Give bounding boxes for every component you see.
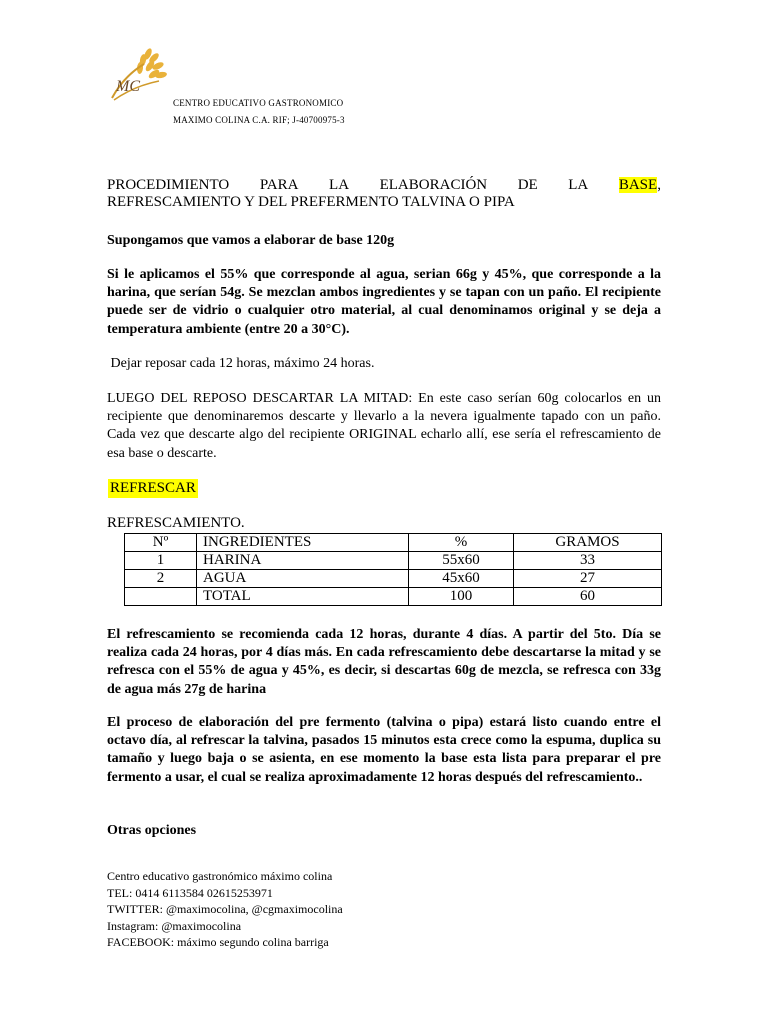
title-base-group — [619, 177, 661, 194]
refrescamiento-title: REFRESCAMIENTO. — [107, 515, 245, 531]
paragraph-refresh-schedule: El refrescamiento se recomienda cada 12 horas, durante 4 días. A partir del 5to. Día se realiza cada 24 horas, por 4 días más. En cada refrescamiento debe descartarse la mitad y se refresca con el 55% de agua y 45%, es decir, si descartas 60g de mezcla, se refresca con 33g de agua más 27g de harina — [107, 627, 661, 697]
paragraph-rest: Dejar reposar cada 12 horas, máximo 24 horas. — [107, 356, 375, 371]
table-cell — [125, 588, 197, 606]
title-word: PROCEDIMIENTO — [107, 177, 230, 193]
title-comma: , — [657, 177, 661, 193]
table-header: GRAMOS — [514, 534, 662, 552]
footer-line: TWITTER: @maximocolina, @cgmaximocolina — [107, 902, 343, 916]
document-title — [107, 177, 661, 211]
table-header: % — [409, 534, 514, 552]
paragraph-base: Supongamos que vamos a elaborar de base 120g — [107, 233, 395, 248]
footer-line: TEL: 0414 6113584 02615253971 — [107, 885, 273, 900]
table-header: INGREDIENTES — [197, 534, 409, 552]
table-row — [125, 552, 662, 570]
table-cell: 2 — [125, 570, 197, 588]
table-cell: TOTAL — [197, 588, 409, 606]
paragraph-proportions: Si le aplicamos el 55% que corresponde al agua, serian 66g y 45%, que corresponde a la harina, que serían 54g. Se mezclan ambos ingredientes y se tapan con un paño. El recipiente puede ser de vidrio o cualquier otro material, al cual denominamos original y se deja a temperatura ambiente (entre 20 a 30°C). — [107, 267, 661, 337]
table-cell: 1 — [125, 552, 197, 570]
title-line-2: REFRESCAMIENTO Y DEL PREFERMENTO TALVINA O PIPA — [107, 194, 515, 210]
table-header: Nº — [125, 534, 197, 552]
logo-text: MC — [116, 78, 140, 95]
refrescar-label: REFRESCAR — [110, 480, 196, 496]
title-highlight: BASE — [618, 177, 658, 193]
table-cell: HARINA — [197, 552, 409, 570]
footer-contact — [107, 868, 343, 951]
table-cell: 100 — [409, 588, 514, 606]
table-row — [125, 588, 662, 606]
table-cell: 33 — [514, 552, 662, 570]
paragraph-other-options: Otras opciones — [107, 823, 197, 838]
table-row — [125, 570, 662, 588]
title-word: PARA — [259, 177, 299, 193]
table-cell: 60 — [514, 588, 662, 606]
table-header-row — [125, 534, 662, 552]
title-word: ELABORACIÓN — [379, 177, 488, 193]
org-rif: MAXIMO COLINA C.A. RIF; J-40700975-3 — [173, 115, 345, 125]
table-cell: 45x60 — [409, 570, 514, 588]
footer-line: Centro educativo gastronómico máximo colina — [107, 869, 333, 883]
table-cell: 27 — [514, 570, 662, 588]
paragraph-process: El proceso de elaboración del pre fermento (talvina o pipa) estará listo cuando entre el octavo día, al refrescar la talvina, pasados 15 minutos esta crece como la espuma, duplica su tamaño y luego baja o se asienta, en ese momento la base esta lista para preparar el pre fermento a usar, el cual se realiza aproximadamente 12 horas después del refrescamiento.. — [107, 715, 661, 785]
table-cell: AGUA — [197, 570, 409, 588]
title-word: DE — [517, 177, 538, 193]
footer-line: Instagram: @maximocolina — [107, 918, 242, 933]
table-cell: 55x60 — [409, 552, 514, 570]
title-line-1 — [107, 177, 661, 194]
ingredients-table — [124, 533, 662, 606]
wheat-logo-icon — [104, 46, 170, 106]
footer-line: FACEBOOK: máximo segundo colina barriga — [107, 935, 329, 949]
title-word: LA — [329, 177, 350, 193]
paragraph-discard: LUEGO DEL REPOSO DESCARTAR LA MITAD: En este caso serían 60g colocarlos en un recipiente que denominaremos descarte y llevarlo a la nevera igualmente tapado con un paño. Cada vez que descarte algo del recipiente ORIGINAL echarlo allí, ese sería el refrescamiento de esa base o descarte. — [107, 391, 661, 461]
org-name: CENTRO EDUCATIVO GASTRONOMICO — [173, 98, 344, 108]
title-word: LA — [568, 177, 589, 193]
